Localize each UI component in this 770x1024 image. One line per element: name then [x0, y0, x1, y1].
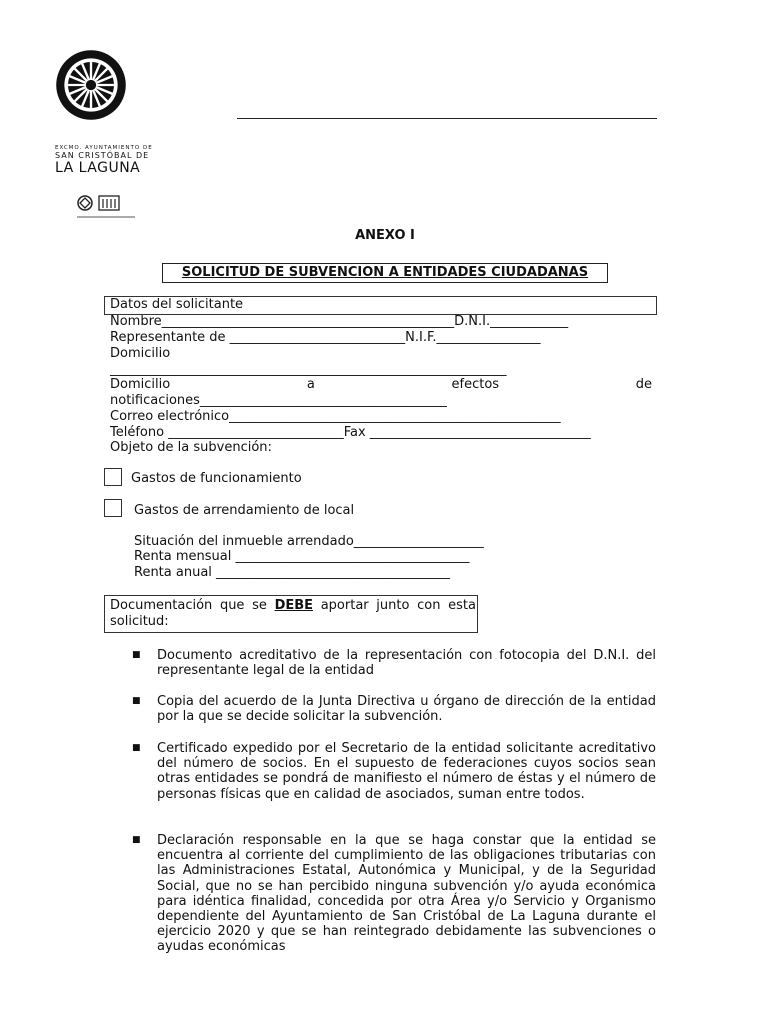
bullet-icon: ■ — [132, 650, 141, 660]
notificaciones-field[interactable]: notificaciones______________________________________ — [110, 393, 447, 408]
domicilio-field[interactable]: _____________________________________________________________ — [110, 362, 507, 377]
form-title: SOLICITUD DE SUBVENCION A ENTIDADES CIUDADANAS — [162, 263, 608, 283]
efectos-word: a — [306, 377, 315, 392]
situacion-inmueble-field[interactable]: Situación del inmueble arrendado____________________ — [134, 534, 484, 549]
telefono-fax-field[interactable]: Teléfono ___________________________Fax __________________________________ — [110, 425, 591, 440]
header-rule — [237, 118, 657, 119]
gastos-funcionamiento-label: Gastos de funcionamiento — [131, 471, 302, 486]
correo-field[interactable]: Correo electrónico___________________________________________________ — [110, 409, 561, 424]
doc-text-after: aportar junto con esta solicitud: — [110, 598, 476, 629]
doc-text-emphasis: DEBE — [274, 598, 314, 613]
domicilio-notificaciones-label — [110, 377, 652, 393]
domicilio-label: Domicilio — [110, 346, 171, 361]
gastos-arrendamiento-label: Gastos de arrendamiento de local — [134, 503, 355, 518]
gastos-funcionamiento-checkbox[interactable] — [104, 468, 122, 486]
heritage-logos-icon — [75, 193, 141, 221]
list-item: Copia del acuerdo de la Junta Directiva u órgano de dirección de la entidad por la que se decide solicitar la subvención. — [157, 694, 656, 725]
efectos-word: efectos — [451, 377, 500, 392]
logo-text-line1: EXCMO. AYUNTAMIENTO DE — [55, 145, 153, 151]
list-item: Declaración responsable en la que se haga constar que la entidad se encuentra al corriente del cumplimiento de las obligaciones tributarias con las Administraciones Estatal, Autonómica y Municipal, y de la Seguridad Social, que no se han percibido ninguna subvención y/o ayuda económica para idéntica finalidad, concedida por otra Área y/o Servicio y Organismo dependiente del Ayuntamiento de San Cristóbal de La Laguna durante el ejercicio 2020 y que se han reintegrado debidamente las subvenciones o ayudas económicas — [157, 833, 656, 955]
applicant-section-header: Datos del solicitante — [110, 297, 244, 312]
doc-text-before: Documentación que se — [110, 598, 275, 613]
logo-text-line3: LA LAGUNA — [55, 160, 141, 176]
renta-anual-field[interactable]: Renta anual ____________________________________ — [134, 565, 451, 580]
gastos-arrendamiento-checkbox[interactable] — [104, 499, 122, 517]
nombre-dni-field[interactable]: Nombre_____________________________________________D.N.I.____________ — [110, 314, 569, 329]
logo-text-line2: SAN CRISTÓBAL DE — [55, 151, 150, 160]
representante-nif-field[interactable]: Representante de ___________________________N.I.F.________________ — [110, 330, 541, 345]
list-item: Documento acreditativo de la representación con fotocopia del D.N.I. del representante legal de la entidad — [157, 648, 656, 679]
ayuntamiento-logo-icon — [54, 48, 128, 122]
bullet-icon: ■ — [132, 743, 141, 753]
objeto-label: Objeto de la subvención: — [110, 440, 272, 455]
efectos-word: de — [635, 377, 652, 392]
bullet-icon: ■ — [132, 696, 141, 706]
renta-mensual-field[interactable]: Renta mensual ____________________________________ — [134, 549, 470, 564]
efectos-word: Domicilio — [110, 377, 171, 392]
list-item: Certificado expedido por el Secretario de la entidad solicitante acreditativo del número de socios. En el supuesto de federaciones cuyos socios sean otras entidades se pondrá de manifiesto el número de éstas y el número de personas físicas que en calidad de asociados, suman entre todos. — [157, 741, 656, 802]
bullet-icon: ■ — [132, 835, 141, 845]
annex-heading: ANEXO I — [355, 228, 415, 243]
documentation-heading — [110, 598, 476, 630]
